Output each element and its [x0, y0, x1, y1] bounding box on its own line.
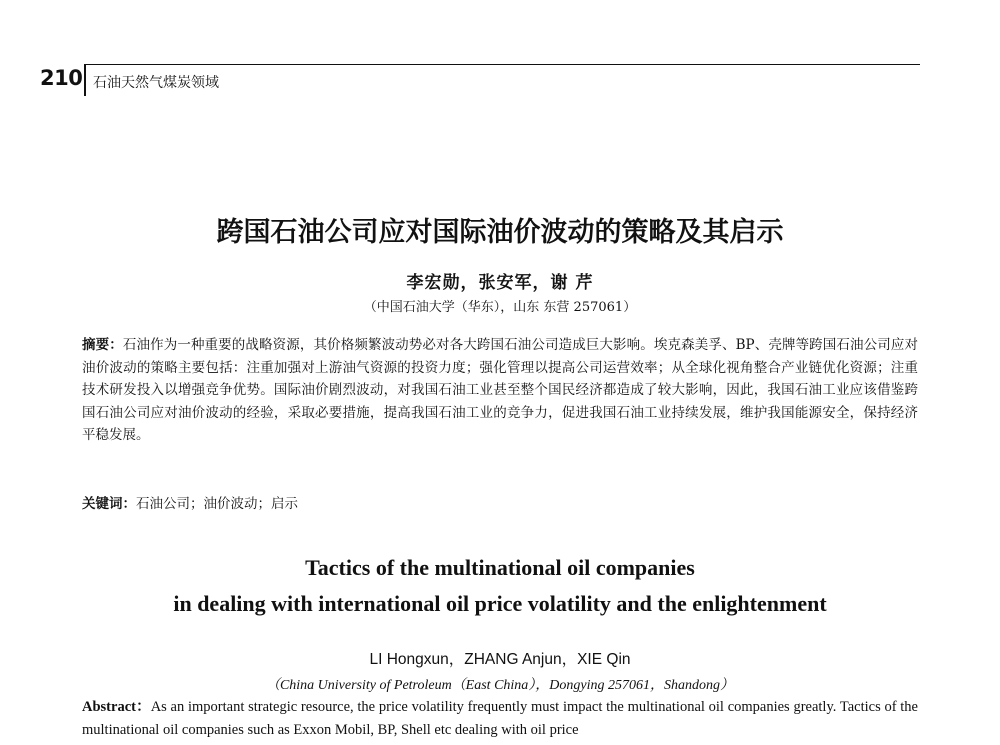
abstract-text-en: As an important strategic resource, the price volatility frequently must impact the multinational oil companies greatly. Tactics of the multinational oil companies such as Exxon Mobil, BP, Shell etc dealing with oil price	[82, 699, 918, 738]
keywords-cn	[82, 492, 918, 512]
authors-cn: 李宏勋，张安军，谢 芹	[406, 273, 594, 293]
keywords-label-cn: 关键词：	[82, 496, 136, 512]
running-header	[40, 60, 920, 100]
page-number: 210	[40, 66, 83, 90]
abstract-label-en: Abstract：	[82, 699, 151, 715]
keywords-text-cn: 石油公司；油价波动；启示	[136, 496, 298, 512]
abstract-text-cn: 石油作为一种重要的战略资源，其价格频繁波动势必对各大跨国石油公司造成巨大影响。埃克森美孚、BP、壳牌等跨国石油公司应对油价波动的策略主要包括：注重加强对上游油气资源的投资力度；强化管理以提高公司运营效率；从全球化视角整合产业链优化资源；注重技术研发投入以增强竞争优势。国际油价剧烈波动，对我国石油工业甚至整个国民经济都造成了较大影响，因此，我国石油工业应该借鉴跨国石油公司应对油价波动的经验，采取必要措施，提高我国石油工业的竞争力，促进我国石油工业持续发展，维护我国能源安全，保持经济平稳发展。	[82, 337, 918, 443]
journal-name: 石油天然气煤炭领域	[93, 75, 219, 91]
paper-title-cn: 跨国石油公司应对国际油价波动的策略及其启示	[216, 217, 784, 248]
abstract-label-cn: 摘要：	[82, 337, 123, 353]
title-en-line-2: in dealing with international oil price volatility and the enlightenment	[173, 591, 827, 616]
affiliation-cn: （中国石油大学（华东），山东 东营 257061）	[363, 300, 637, 315]
abstract-en	[82, 696, 918, 742]
authors-en: LI Hongxun，ZHANG Anjun，XIE Qin	[369, 651, 631, 668]
title-en-line-1: Tactics of the multinational oil companies	[305, 555, 695, 580]
header-divider	[84, 64, 86, 96]
paper-title-en	[0, 550, 1000, 622]
abstract-cn	[82, 334, 918, 447]
header-rule	[86, 64, 920, 65]
affiliation-en: （China University of Petroleum（East China），Dongying 257061，Shandong）	[265, 678, 735, 693]
